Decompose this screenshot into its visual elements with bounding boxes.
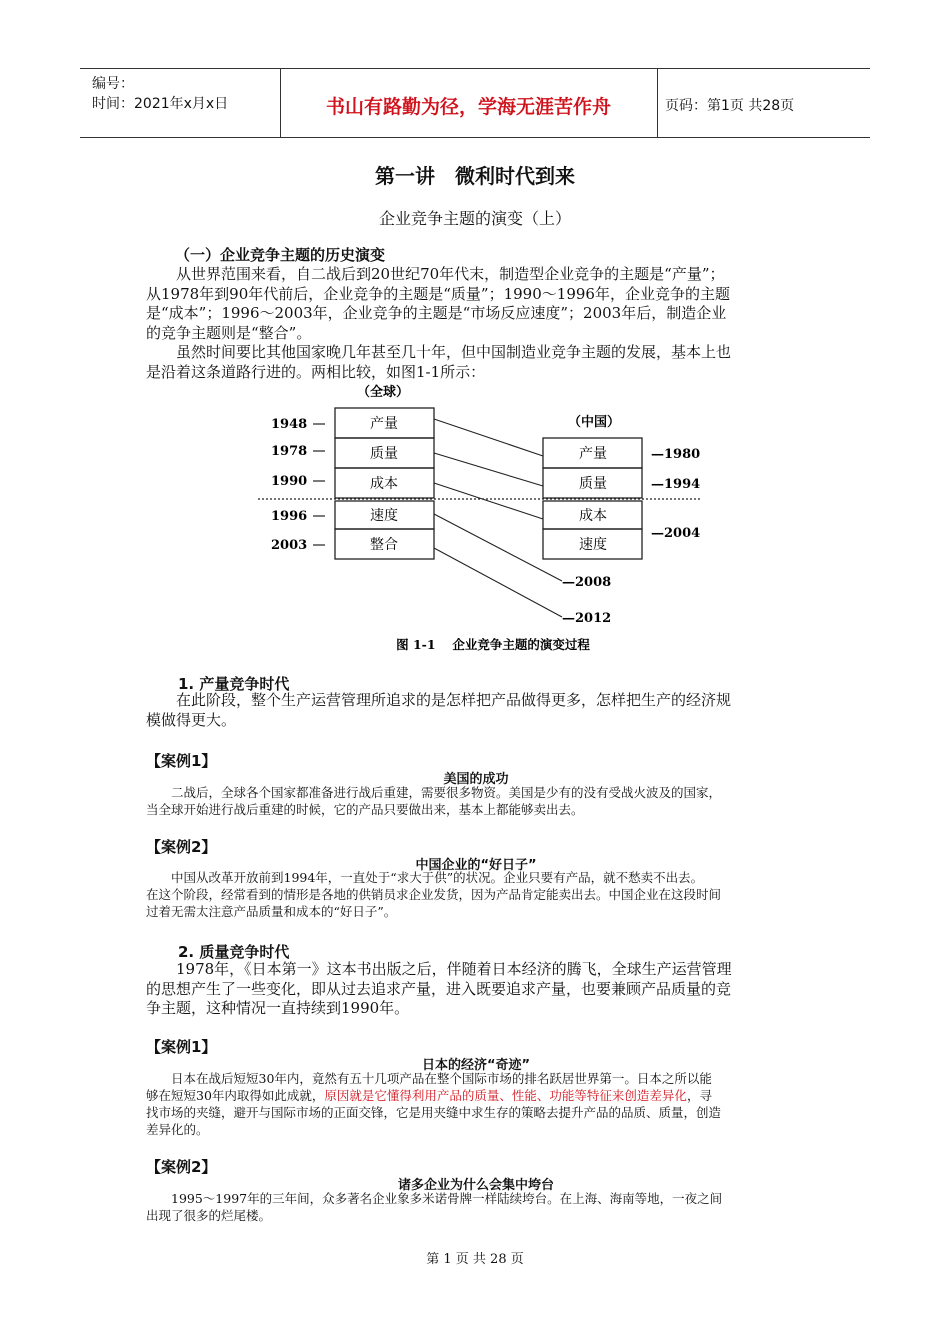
global-year: 1948 [271,417,308,432]
global-item-name: 质量 [370,446,398,462]
paragraph-era2 [146,960,806,1019]
text-line: 从1978年到90年代前后，企业竞争的主题是“质量”；1990～1996年，企业竞争的主题 [146,284,730,303]
china-year: —2012 [562,611,612,626]
case-label: 【案例2】 [146,1158,217,1176]
text-span: 够在短短30年内取得如此成就， [146,1088,325,1103]
text-line: 争主题，这种情况一直持续到1990年。 [146,999,410,1017]
global-item-name: 成本 [370,476,398,492]
china-item-name: 产量 [579,446,607,462]
china-year: —2008 [562,575,612,590]
text-line: 找市场的夹缝，避开与国际市场的正面交锋，它是用夹缝中求生存的策略去提升产品的品质、质量，创造 [146,1105,722,1120]
case-text [146,1190,806,1224]
text-line: 差异化的。 [146,1122,209,1137]
era-heading: 1. 产量竞争时代 [178,675,290,693]
evolution-diagram [0,0,950,660]
text-line: 是“成本”；1996～2003年，企业竞争的主题是“市场反应速度”；2003年后，制造企业 [146,304,727,322]
page-title: 第一讲 微利时代到来 [375,164,575,188]
case-title: 美国的成功 [443,772,509,787]
global-label: （全球） [356,385,410,400]
global-item-name: 产量 [370,416,398,432]
text-line: 1978年，《日本第一》这本书出版之后，伴随着日本经济的腾飞，全球生产运营管理 [146,960,732,978]
text-line: 过着无需太注意产品质量和成本的“好日子”。 [146,904,397,919]
highlighted-text: 原因就是它懂得利用产品的质量、性能、功能等特征来创造差异化 [324,1088,687,1103]
text-line: 中国从改革开放前到1994年，一直处于“求大于供”的状况。企业只要有产品，就不愁卖不出去。 [146,870,704,885]
text-line: 当全球开始进行战后重建的时候，它的产品只要做出来，基本上都能够卖出去。 [146,802,584,817]
era-heading: 2. 质量竞争时代 [178,943,290,961]
global-year: 1990 [271,474,308,489]
text-line [146,1087,806,1104]
global-year: 2003 [271,538,308,553]
text-line: 模做得更大。 [146,710,237,729]
global-year: 1996 [271,509,308,524]
case-text [146,1070,806,1138]
text-line: 在这个阶段，经常看到的情形是各地的供销员求企业发货，因为产品肯定能卖出去。中国企业在这段时间 [146,887,722,902]
case-text [146,869,806,920]
motto: 书山有路勤为径，学海无涯苦作舟 [325,96,611,118]
case-label: 【案例2】 [146,838,217,856]
page-info: 页码：第1页 共28页 [665,98,795,114]
text-line: 1995～1997年的三年间，众多著名企业象多米诺骨牌一样陆续垮台。在上海、海南等地，一夜之间 [146,1191,723,1206]
global-item-name: 整合 [370,537,398,553]
section-heading: （一）企业竞争主题的历史演变 [175,246,386,264]
china-year: —2004 [651,526,701,541]
case-label: 【案例1】 [146,752,217,770]
global-year: 1978 [271,444,308,459]
date-label: 时间：2021年x月x日 [92,96,229,112]
case-text [146,784,806,818]
text-line: 在此阶段，整个生产运营管理所追求的是怎样把产品做得更多，怎样把生产的经济规 [146,691,732,709]
global-item-name: 速度 [370,508,398,524]
connector-line [434,419,543,456]
china-item-name: 质量 [579,476,607,492]
china-item-name: 成本 [579,508,607,524]
code-label: 编号： [92,76,134,92]
figure-caption: 图 1-1 企业竞争主题的演变过程 [396,637,590,652]
text-line: 的竞争主题则是“整合”。 [146,323,312,342]
text-span: ，寻 [686,1088,712,1103]
text-line: 出现了很多的烂尾楼。 [146,1208,272,1223]
text-line: 日本在战后短短30年内，竟然有五十几项产品在整个国际市场的排名跃居世界第一。日本之所以能 [146,1071,712,1086]
text-line: 二战后，全球各个国家都准备进行战后重建，需要很多物资。美国是少有的没有受战火波及的国家， [146,785,722,800]
connector-line [434,453,543,486]
text-line: 虽然时间要比其他国家晚几年甚至几十年，但中国制造业竞争主题的发展，基本上也 [146,343,732,361]
text-line: 是沿着这条道路行进的。两相比较，如图1-1所示： [146,362,486,381]
china-year: —1980 [651,447,701,462]
case-label: 【案例1】 [146,1038,217,1056]
text-line: 从世界范围来看，自二战后到20世纪70年代末，制造型企业竞争的主题是“产量”； [146,265,725,283]
case-title: 日本的经济“奇迹” [421,1058,531,1073]
case-title: 中国企业的“好日子” [415,858,537,873]
china-year: —1994 [651,477,701,492]
china-label: （中国） [567,415,621,430]
paragraph-era1 [146,691,806,730]
page-footer: 第 1 页 共 28 页 [426,1252,524,1267]
connector-line [434,483,543,519]
text-line: 的思想产生了一些变化，即从过去追求产量，进入既要追求产量，也要兼顾产品质量的竞 [146,979,732,998]
case-title: 诸多企业为什么会集中垮台 [397,1178,554,1193]
china-item-name: 速度 [579,537,607,553]
page-subtitle: 企业竞争主题的演变（上） [378,209,571,228]
